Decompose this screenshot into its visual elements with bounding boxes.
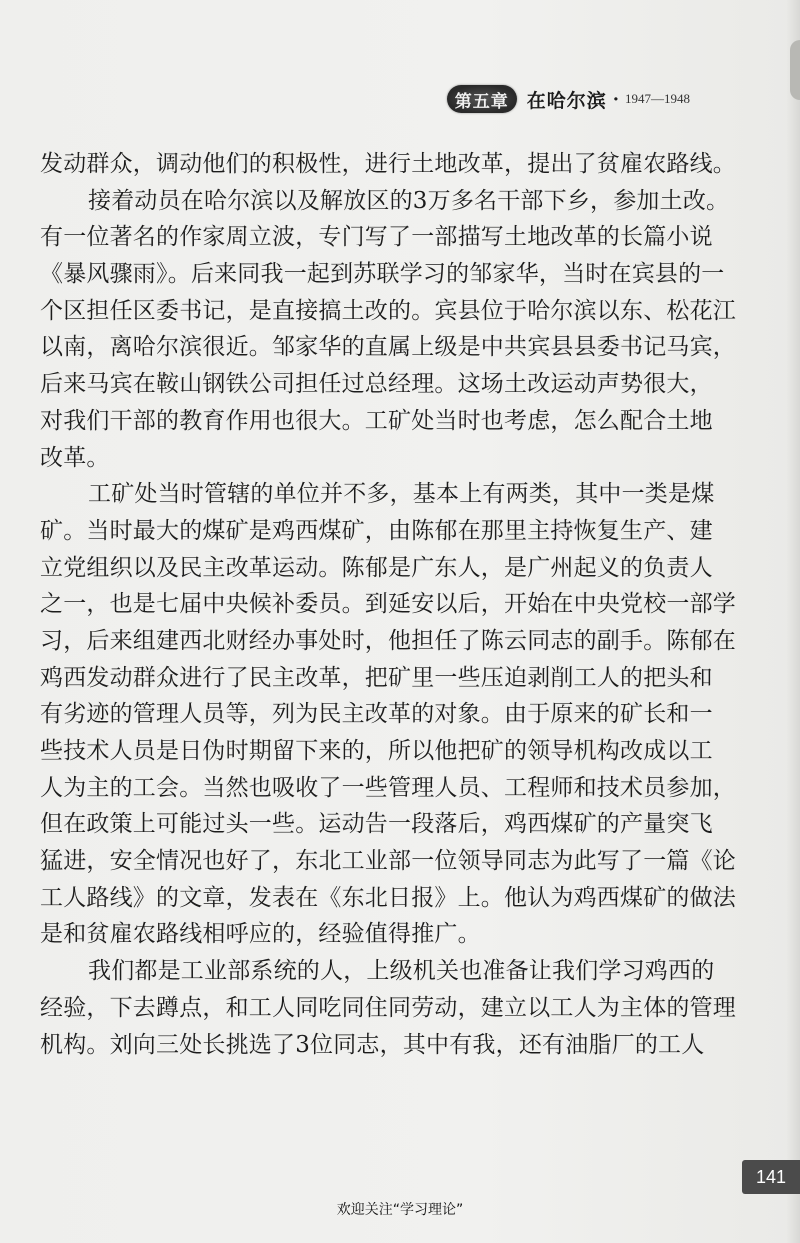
text-line: 有一位著名的作家周立波，专门写了一部描写土地改革的长篇小说 [40,224,713,251]
text-line: 之一，也是七届中央候补委员。到延安以后，开始在中央党校一部学 [40,591,736,618]
text-line: 改革。 [40,444,110,471]
page-edge-shadow [786,0,800,1243]
text-line: 发动群众，调动他们的积极性，进行土地改革，提出了贫雇农路线。 [40,151,736,177]
text-line: 个区担任区委书记，是直接搞土改的。宾县位于哈尔滨以东、松花江 [40,297,736,324]
text-line: 机构。刘向三处长挑选了3位同志，其中有我，还有油脂厂的工人 [40,1031,705,1058]
chapter-badge: 第五章 [447,85,517,113]
header-separator: · [612,88,619,110]
text-line: 接着动员在哈尔滨以及解放区的3万多名干部下乡，参加土改。 [88,187,730,214]
text-line: 有劣迹的管理人员等，列为民主改革的对象。由于原来的矿长和一 [40,701,713,728]
page-number: 141 [742,1160,800,1194]
binding-mark [790,40,800,100]
text-line: 鸡西发动群众进行了民主改革，把矿里一些压迫剥削工人的把头和 [40,664,713,691]
text-line: 后来马宾在鞍山钢铁公司担任过总经理。这场土改运动声势很大， [40,371,713,398]
text-line: 工人路线》的文章，发表在《东北日报》上。他认为鸡西煤矿的做法 [40,884,736,911]
chapter-title: 在哈尔滨 [526,89,607,112]
text-line: 以南，离哈尔滨很近。邹家华的直属上级是中共宾县县委书记马宾， [40,334,736,361]
text-line: 习，后来组建西北财经办事处时，他担任了陈云同志的副手。陈郁在 [40,627,736,654]
text-line: 我们都是工业部系统的人，上级机关也准备让我们学习鸡西的 [88,958,715,985]
text-line: 人为主的工会。当然也吸收了一些管理人员、工程师和技术员参加， [40,774,736,801]
text-line: 是和贫雇农路线相呼应的，经验值得推广。 [40,921,481,948]
text-line: 些技术人员是日伪时期留下来的，所以他把矿的领导机构改成以工 [40,738,713,764]
text-line: 猛进，安全情况也好了，东北工业部一位领导同志为此写了一篇《论 [40,848,736,875]
text-line: 《暴风骤雨》。后来同我一起到苏联学习的邹家华，当时在宾县的一 [40,261,725,288]
text-line: 立党组织以及民主改革运动。陈郁是广东人，是广州起义的负责人 [40,554,713,581]
text-line: 矿。当时最大的煤矿是鸡西煤矿，由陈郁在那里主持恢复生产、建 [40,517,713,544]
body-text [40,146,736,1063]
chapter-years: 1947—1948 [625,91,690,106]
running-header [447,82,690,116]
text-line: 经验，下去蹲点，和工人同吃同住同劳动，建立以工人为主体的管理 [40,994,736,1021]
text-line: 工矿处当时管辖的单位并不多，基本上有两类，其中一类是煤 [88,481,715,508]
footer-note: 欢迎关注“学习理论” [336,1202,464,1218]
text-line: 对我们干部的教育作用也很大。工矿处当时也考虑，怎么配合土地 [40,407,713,434]
text-line: 但在政策上可能过头一些。运动告一段落后，鸡西煤矿的产量突飞 [40,811,713,838]
